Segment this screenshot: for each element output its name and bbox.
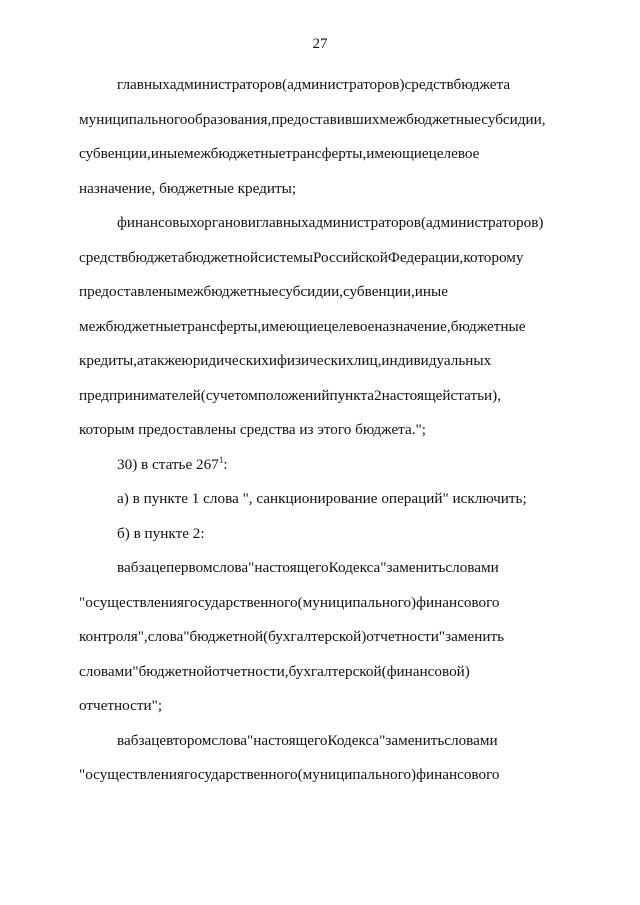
text-line bbox=[79, 379, 562, 414]
word: кредиты, bbox=[79, 352, 138, 369]
word: финансового bbox=[416, 766, 500, 783]
word: межбюджетные bbox=[176, 283, 279, 300]
word: "осуществления bbox=[79, 593, 185, 611]
word: также bbox=[143, 352, 182, 369]
text-line bbox=[79, 68, 562, 103]
word: целевое bbox=[323, 317, 375, 335]
text-line bbox=[79, 620, 562, 655]
word: слова bbox=[212, 559, 249, 576]
text-line bbox=[79, 724, 562, 759]
word: настоящей bbox=[381, 386, 451, 404]
word: положений bbox=[257, 386, 330, 404]
word: словами bbox=[445, 559, 499, 576]
word: бюджета bbox=[453, 76, 511, 93]
word: (администраторов) bbox=[420, 214, 544, 231]
word: (с bbox=[200, 386, 213, 404]
word: и bbox=[268, 352, 278, 369]
word: статьи), bbox=[450, 386, 502, 404]
word: (администраторов) bbox=[282, 76, 405, 93]
text-line bbox=[79, 310, 562, 345]
word: лиц, bbox=[353, 352, 382, 369]
word: органов bbox=[196, 214, 248, 231]
word: "бюджетной bbox=[183, 628, 264, 645]
word: Кодекса" bbox=[328, 559, 387, 576]
text-line bbox=[79, 137, 562, 172]
text-line bbox=[79, 413, 562, 448]
line-text-suffix: : bbox=[223, 455, 228, 473]
word: заменить bbox=[445, 628, 505, 645]
word: абзаце bbox=[123, 731, 167, 749]
text-line bbox=[79, 689, 562, 724]
word: предоставлены bbox=[79, 283, 177, 300]
word: финансовых bbox=[117, 214, 197, 231]
word: межбюджетные bbox=[184, 145, 286, 162]
word: "настоящего bbox=[248, 559, 329, 576]
word: первом bbox=[166, 559, 213, 576]
word: физических bbox=[277, 352, 354, 369]
text-line bbox=[79, 482, 562, 517]
word: администраторов bbox=[308, 214, 421, 231]
word: системы bbox=[258, 248, 313, 266]
word: образования, bbox=[187, 110, 272, 128]
text-line bbox=[79, 655, 562, 690]
word: бюджетной bbox=[184, 248, 259, 266]
word: средств bbox=[404, 76, 454, 93]
word: заменить bbox=[385, 731, 445, 749]
text-line bbox=[79, 206, 562, 241]
word: предоставивших bbox=[271, 110, 380, 128]
word: бухгалтерской bbox=[288, 662, 382, 680]
word: (финансовой) bbox=[381, 662, 470, 680]
line-text: отчетности"; bbox=[79, 697, 163, 714]
word: главных bbox=[117, 76, 170, 93]
text-line bbox=[79, 448, 562, 483]
word: втором bbox=[166, 731, 212, 749]
word: муниципального bbox=[79, 110, 188, 128]
line-text: 30) в статье 267 bbox=[117, 455, 219, 473]
word: отчетности, bbox=[212, 662, 289, 680]
word: учетом bbox=[212, 386, 258, 404]
document-body bbox=[79, 68, 562, 793]
text-line bbox=[79, 241, 562, 276]
text-line bbox=[79, 172, 562, 207]
text-line bbox=[79, 586, 562, 621]
text-line bbox=[79, 103, 562, 138]
word: назначение, bbox=[374, 317, 451, 335]
word: бюджета bbox=[127, 248, 185, 266]
word: контроля", bbox=[79, 628, 148, 645]
text-line bbox=[79, 275, 562, 310]
word: словами bbox=[444, 731, 498, 749]
word: (муниципального) bbox=[297, 766, 417, 783]
word: (бухгалтерской) bbox=[263, 628, 367, 645]
word: государственного bbox=[184, 593, 298, 611]
word: предпринимателей bbox=[79, 386, 201, 404]
text-line bbox=[79, 344, 562, 379]
word: а bbox=[137, 352, 144, 369]
word: "осуществления bbox=[79, 766, 185, 783]
word: средств bbox=[79, 248, 128, 266]
word: слова bbox=[147, 628, 184, 645]
word: субсидии, bbox=[481, 110, 546, 128]
word: заменить bbox=[386, 559, 446, 576]
word: государственного bbox=[184, 766, 298, 783]
line-text: которым предоставлены средства из этого бюджета."; bbox=[79, 421, 426, 438]
word: индивидуальных bbox=[381, 352, 492, 369]
word: слова bbox=[211, 731, 248, 749]
word: межбюджетные bbox=[379, 110, 482, 128]
word: Кодекса" bbox=[327, 731, 386, 749]
word: юридических bbox=[181, 352, 269, 369]
word: иные bbox=[414, 283, 448, 300]
word: трансферты, bbox=[180, 317, 262, 335]
word: имеющие bbox=[366, 145, 429, 162]
word: трансферты, bbox=[285, 145, 367, 162]
line-text: а) в пункте 1 слова ", санкционирование операций" исключить; bbox=[117, 490, 527, 507]
word: иные bbox=[150, 145, 184, 162]
text-line bbox=[79, 758, 562, 793]
text-line bbox=[79, 551, 562, 586]
word: "бюджетной bbox=[132, 662, 213, 680]
word: бюджетные bbox=[450, 317, 526, 335]
word: (муниципального) bbox=[297, 593, 417, 611]
page-number: 27 bbox=[312, 36, 328, 52]
word: которому bbox=[463, 248, 524, 266]
word: Российской bbox=[312, 248, 388, 266]
word: 2 bbox=[374, 386, 382, 404]
word: финансового bbox=[416, 593, 500, 611]
word: имеющие bbox=[261, 317, 324, 335]
word: субвенции, bbox=[343, 283, 415, 300]
word: субсидии, bbox=[278, 283, 343, 300]
line-text: назначение, бюджетные кредиты; bbox=[79, 179, 297, 197]
word: субвенции, bbox=[79, 145, 151, 162]
word: администраторов bbox=[169, 76, 283, 93]
word: в bbox=[117, 731, 124, 749]
word: Федерации, bbox=[387, 248, 464, 266]
word: абзаце bbox=[123, 559, 167, 576]
word: и bbox=[247, 214, 256, 231]
word: "настоящего bbox=[247, 731, 328, 749]
word: главных bbox=[255, 214, 309, 231]
word: пункта bbox=[329, 386, 375, 404]
word: целевое bbox=[428, 145, 480, 162]
word: словами bbox=[79, 662, 133, 680]
word: межбюджетные bbox=[79, 317, 181, 335]
text-line bbox=[79, 517, 562, 552]
line-text: б) в пункте 2: bbox=[117, 524, 205, 542]
word: отчетности" bbox=[366, 628, 446, 645]
word: в bbox=[117, 559, 124, 576]
superscript: 1 bbox=[218, 454, 224, 465]
